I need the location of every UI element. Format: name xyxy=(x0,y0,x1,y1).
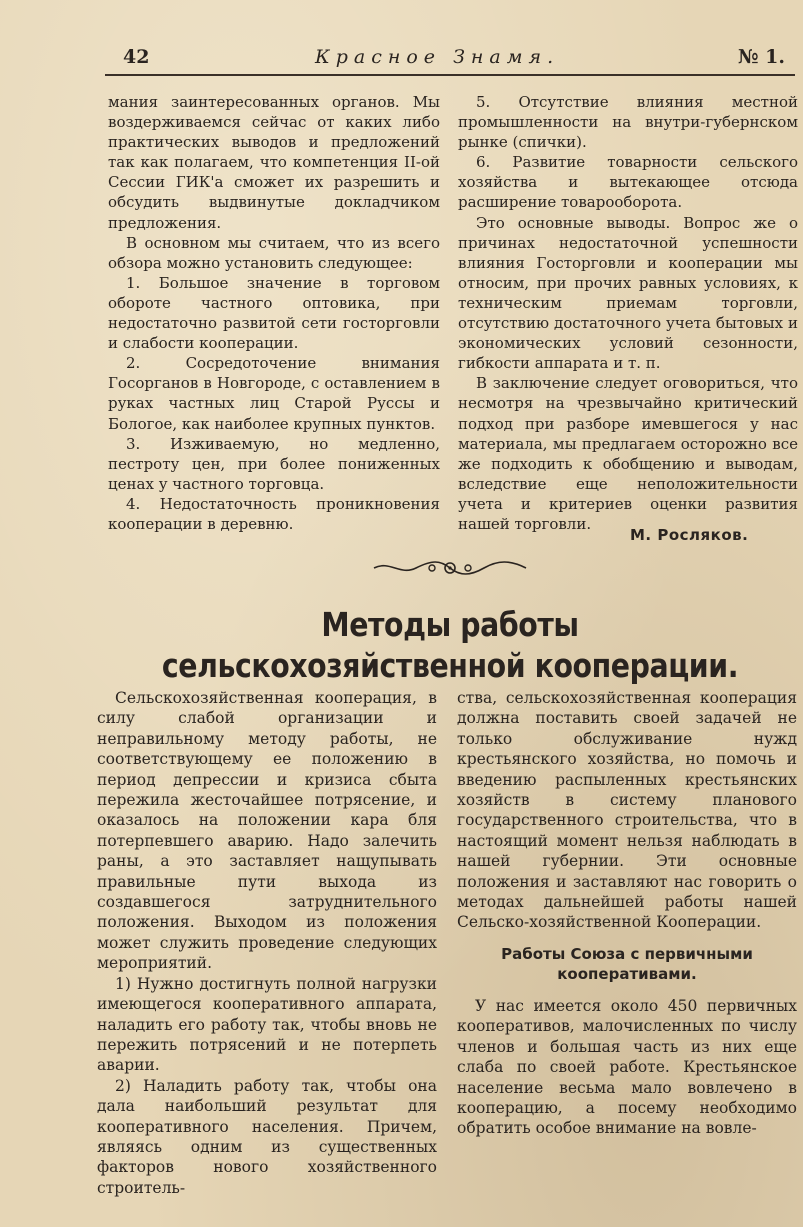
paragraph: Сельскохозяйственная кооперация, в силу слабой организации и неправильному методу работы, не соответствующему ее положению в период депрессии и кризиса сбыта пережила жесточайшее потрясение, и оказалось на положении кара бля потерпевшего аварию. Надо залечить раны, а это заставляет нащупывать правильные пути выхода из создавшегося затруднительного положения. Выходом из положения может служить проведение следующих мероприятий. xyxy=(97,689,437,973)
issue-number: № 1. xyxy=(737,46,785,68)
paragraph: Это основные выводы. Вопрос же о причинах недостаточной успешности влияния Госторговли и кооперации мы относим, при прочих равных условиях, к техническим приемам торговли, отсутствию достаточного учета бытовых и экономических условий сезонности, гибкости аппарата и т. п. xyxy=(458,213,798,373)
paragraph: В заключение следует оговориться, что несмотря на чрезвычайно критический подход при разборе имевшегося у нас материала, мы предлагаем осторожно все же подходить к обобщению и выводам, вследствие еще неположительности учета и критериев оценки развития нашей торговли. xyxy=(458,374,798,533)
paragraph: 4. Недостаточность проникновения кооперации в деревню. xyxy=(108,494,440,533)
paragraph: 6. Развитие товарности сельского хозяйства и вытекающее отсюда расширение товарооборота. xyxy=(458,153,798,212)
page-header xyxy=(105,44,785,72)
paragraph: 1) Нужно достигнуть полной нагрузки имеющегося кооперативного аппарата, наладить его работу так, чтобы вновь не пережить потрясений и не потерпеть аварии. xyxy=(97,974,437,1075)
article2-left-column xyxy=(97,688,437,1198)
paragraph: 2) Наладить работу так, чтобы она дала наибольший результат для кооперативного населения. Причем, являясь одним из существенных факторов нового хозяйственного строитель- xyxy=(97,1076,437,1197)
author-signature: М. Росляков. xyxy=(630,526,749,544)
article2-right-column-continued xyxy=(457,996,797,1139)
header-rule xyxy=(105,74,795,76)
masthead: Красное Знамя. xyxy=(315,46,560,68)
article2-right-column xyxy=(457,688,797,933)
paragraph: В основном мы считаем, что из всего обзора можно установить следующее: xyxy=(108,233,440,272)
section-subheading: Работы Союза с первичными кооперативами. xyxy=(501,945,753,983)
paragraph: 3. Изживаемую, но медленно, пестроту цен, при более пониженных ценах у частного торговца. xyxy=(108,434,440,493)
article1-left-column xyxy=(108,92,440,534)
ornament-divider xyxy=(370,556,530,580)
article1-right-column xyxy=(458,92,798,534)
article-title: Методы работы сельскохозяйственной кооперации. xyxy=(161,605,739,685)
paragraph: 1. Большое значение в торговом обороте частного оптовика, при недостаточно развитой сети госторговли и слабости кооперации. xyxy=(108,273,440,353)
paragraph: ства, сельскохозяйственная кооперация должна поставить своей задачей не только обслуживание нужд крестьянского хозяйства, но помочь и введению распыленных крестьянских хозяйств в систему планового государственного строительства, что в настоящий момент нельзя наблюдать в нашей губернии. Эти основные положения и заставляют нас говорить о методах дальнейшей работы нашей Сельско-хозяйственной Кооперации. xyxy=(457,689,797,932)
page-number: 42 xyxy=(123,46,150,68)
paragraph: 2. Сосредоточение внимания Госорганов в Новгороде, с оставлением в руках частных лиц Старой Руссы и Бологое, как наиболее крупных пунктов. xyxy=(108,354,440,433)
paragraph: У нас имеется около 450 первичных кооперативов, малочисленных по числу членов и большая часть из них еще слаба по своей работе. Крестьянское население весьма мало вовлечено в кооперацию, а посему необходимо обратить особое внимание на вовле- xyxy=(457,997,797,1138)
paragraph: 5. Отсутствие влияния местной промышленности на внутри-губернском рынке (спички). xyxy=(458,93,798,152)
paragraph: мания заинтересованных органов. Мы воздерживаемся сейчас от каких либо практических выводов и предложений так как полагаем, что компетенция II-ой Сессии ГИК'а сможет их разрешить и обсудить выдвинутые докладчиком предложения. xyxy=(108,93,440,232)
